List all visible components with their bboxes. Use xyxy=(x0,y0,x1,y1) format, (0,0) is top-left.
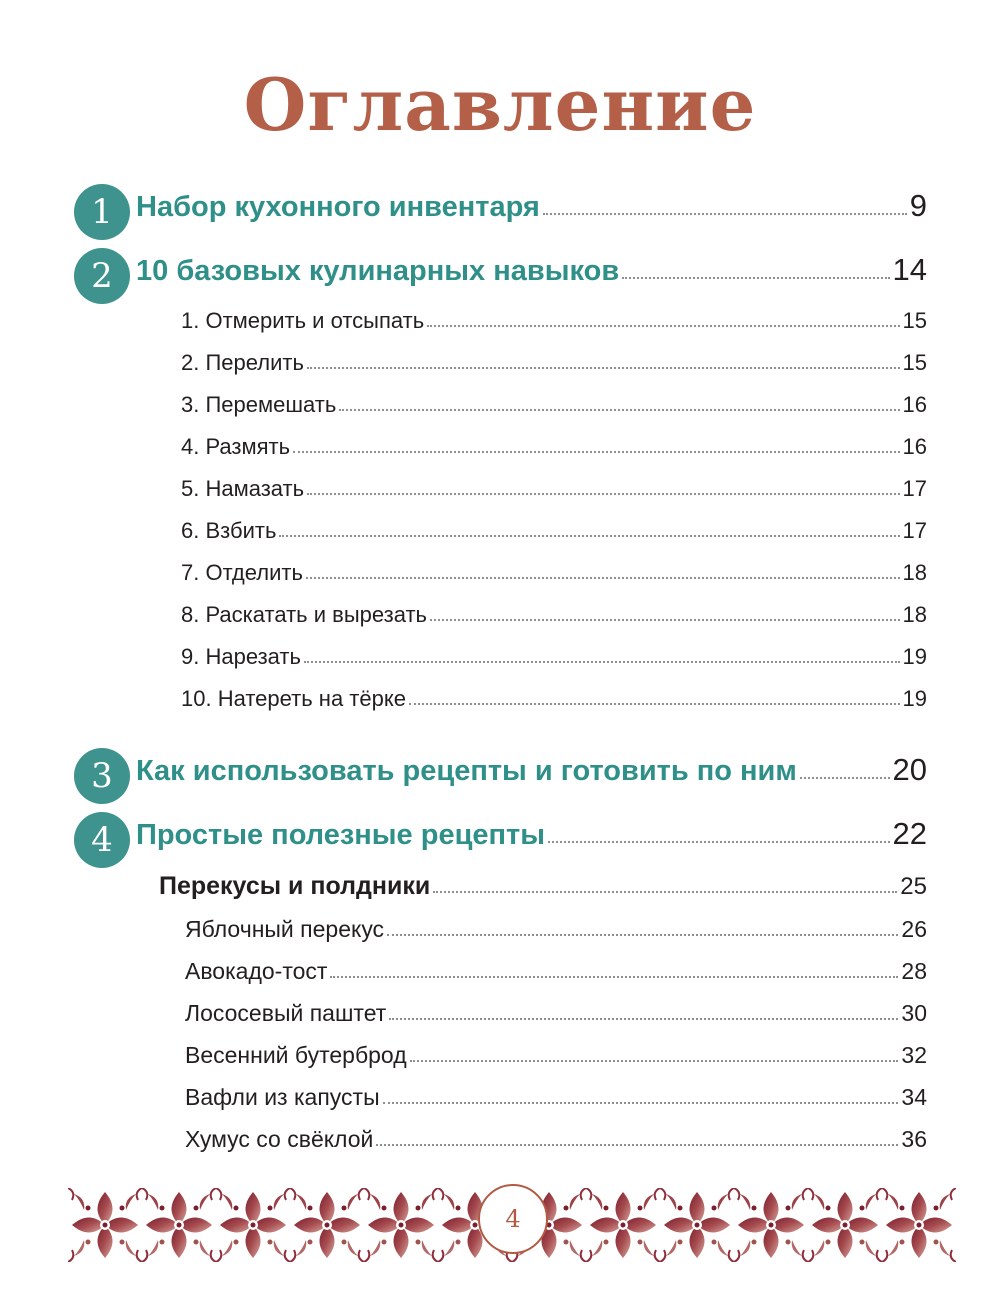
page-ref: 20 xyxy=(892,752,927,787)
page-ref: 26 xyxy=(901,916,927,942)
recipe-title: Авокадо-тост xyxy=(185,958,328,984)
page-ref: 36 xyxy=(901,1126,927,1152)
dot-leader xyxy=(387,934,898,936)
chapter-number-badge: 2 xyxy=(74,248,130,304)
subitem-title: 9. Нарезать xyxy=(181,644,301,669)
subitem-title: 8. Раскатать и вырезать xyxy=(181,602,427,627)
subitem-title: 2. Перелить xyxy=(181,350,304,375)
toc-recipe-row[interactable] xyxy=(185,1084,927,1111)
subitem-title: 3. Перемешать xyxy=(181,392,337,417)
recipe-title: Весенний бутерброд xyxy=(185,1042,407,1068)
dot-leader xyxy=(304,661,900,663)
chapter-title: Простые полезные рецепты xyxy=(136,819,546,851)
page-ref: 18 xyxy=(902,602,927,627)
chapter-number-badge: 4 xyxy=(74,812,130,868)
dot-leader xyxy=(306,577,900,579)
toc-subitem-row[interactable] xyxy=(181,350,927,376)
dot-leader xyxy=(430,619,900,621)
toc-chapter-row[interactable] xyxy=(136,752,927,788)
page-ref: 30 xyxy=(901,1000,927,1026)
dot-leader xyxy=(307,493,899,495)
toc-recipe-row[interactable] xyxy=(185,916,927,943)
toc-subitem-row[interactable] xyxy=(181,308,927,334)
chapter-number-badge: 1 xyxy=(74,184,130,240)
dot-leader xyxy=(339,409,899,411)
dot-leader xyxy=(622,277,889,279)
toc-subitem-row[interactable] xyxy=(181,476,927,502)
page-ref: 28 xyxy=(901,958,927,984)
toc-chapter-row[interactable] xyxy=(136,816,927,852)
toc-section-row[interactable] xyxy=(159,872,927,901)
dot-leader xyxy=(543,213,907,215)
page-ref: 16 xyxy=(902,392,927,417)
page-ref: 17 xyxy=(902,518,927,543)
recipe-title: Яблочный перекус xyxy=(185,916,385,942)
subitem-title: 6. Взбить xyxy=(181,518,277,543)
dot-leader xyxy=(548,841,889,843)
toc-chapter-row[interactable] xyxy=(136,188,927,224)
page-ref: 32 xyxy=(901,1042,927,1068)
dot-leader xyxy=(389,1018,898,1020)
chapter-title: Набор кухонного инвентаря xyxy=(136,191,540,223)
toc-subitem-row[interactable] xyxy=(181,644,927,670)
subitem-title: 10. Натереть на тёрке xyxy=(181,686,406,711)
toc-subitem-row[interactable] xyxy=(181,518,927,544)
page-ref: 17 xyxy=(902,476,927,501)
page-title: Оглавление xyxy=(243,62,757,147)
dot-leader xyxy=(376,1144,898,1146)
page-ref: 14 xyxy=(892,252,927,287)
chapter-title: Как использовать рецепты и готовить по ним xyxy=(136,755,797,787)
page-ref: 15 xyxy=(902,308,927,333)
dot-leader xyxy=(279,535,899,537)
toc-subitem-row[interactable] xyxy=(181,686,927,712)
toc-subitem-row[interactable] xyxy=(181,560,927,586)
page-ref: 22 xyxy=(892,816,927,851)
subitem-title: 4. Размять xyxy=(181,434,291,459)
toc-subitem-row[interactable] xyxy=(181,392,927,418)
dot-leader xyxy=(409,703,900,705)
page-ref: 15 xyxy=(902,350,927,375)
page-ref: 34 xyxy=(901,1084,927,1110)
recipe-title: Вафли из капусты xyxy=(185,1084,380,1110)
dot-leader xyxy=(330,976,898,978)
chapter-title: 10 базовых кулинарных навыков xyxy=(136,255,620,287)
toc-recipe-row[interactable] xyxy=(185,1126,927,1153)
page-ref: 19 xyxy=(902,644,927,669)
dot-leader xyxy=(800,777,890,779)
page-ref: 18 xyxy=(902,560,927,585)
toc-recipe-row[interactable] xyxy=(185,1042,927,1069)
subitem-title: 1. Отмерить и отсыпать xyxy=(181,308,425,333)
dot-leader xyxy=(307,367,900,369)
toc-chapter-row[interactable] xyxy=(136,252,927,288)
toc-subitem-row[interactable] xyxy=(181,434,927,460)
toc-recipe-row[interactable] xyxy=(185,1000,927,1027)
dot-leader xyxy=(383,1102,899,1104)
dot-leader xyxy=(433,891,897,893)
page-number: 4 xyxy=(478,1184,548,1254)
dot-leader xyxy=(427,325,899,327)
toc-recipe-row[interactable] xyxy=(185,958,927,985)
chapter-number-badge: 3 xyxy=(74,748,130,804)
toc-subitem-row[interactable] xyxy=(181,602,927,628)
page-ref: 16 xyxy=(902,434,927,459)
subitem-title: 7. Отделить xyxy=(181,560,303,585)
dot-leader xyxy=(410,1060,899,1062)
recipe-title: Лососевый паштет xyxy=(185,1000,387,1026)
recipe-title: Хумус со свёклой xyxy=(185,1126,374,1152)
dot-leader xyxy=(293,451,899,453)
page-ref: 25 xyxy=(900,873,927,900)
page-ref: 9 xyxy=(909,188,927,223)
page-ref: 19 xyxy=(902,686,927,711)
section-title: Перекусы и полдники xyxy=(159,872,431,900)
subitem-title: 5. Намазать xyxy=(181,476,305,501)
